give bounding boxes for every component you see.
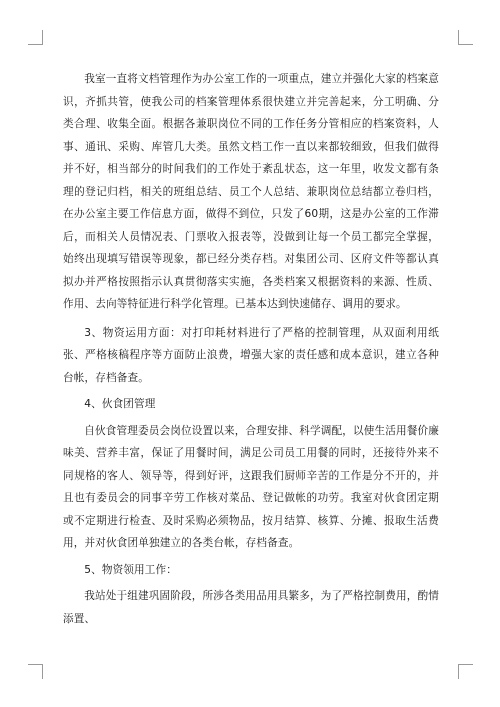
crop-mark-bottom-left [28, 664, 43, 679]
paragraph-canteen-details: 自伙食管理委员会岗位设置以来，合理安排、科学调配，以使生活用餐价廉味美、营养丰富，保证了用餐时间，满足公司员工用餐的同时，还接待外来不同规格的客人、领导等，得到好评，这跟我们厨师辛苦的工作是分不开的，并且也有委员会的同事辛劳工作核对菜品、登记做帐的功劳。我室对伙食团定期或不定期进行检查、及时采购必须物品，按月结算、核算、分摊、报取生活费用，并对伙食团单独建立的各类台帐，存档备查。 [63, 424, 439, 549]
paragraph-archive-management: 我室一直将文档管理作为办公室工作的一项重点，建立并强化大家的档案意识，齐抓共管，使我公司的档案管理体系很快建立并完善起来，分工明确、分类合理、收集全面。根据各兼职岗位不同的工作任务分管相应的档案资料，人事、通讯、采购、库管几大类。虽然文档工作一直以来都较细致，但我们做得并不好，相当部分的时间我们的工作处于紊乱状态，这一年里，收发文都有条理的登记归档，相关的班组总结、员工个人总结、兼职岗位总结都立卷归档，在办公室主要工作信息方面，做得不到位，只发了60期，这是办公室的工作滞后，而相关人员情况表、门票收入报表等，没做到让每一个员工都完全掌握，始终出现填写错误等现象，都已经分类存档。对集团公司、区府文件等都认真拟办并严格按照指示认真贯彻落实实施，各类档案又根据资料的来源、性质、作用、去向等特征进行科学化管理。已基本达到快速储存、调用的要求。 [63, 73, 439, 310]
crop-mark-top-left [28, 30, 43, 45]
paragraph-materials-usage: 3、物资运用方面：对打印耗材料进行了严格的控制管理，从双面利用纸张、严格核稿程序等方面防止浪费，增强大家的责任感和成本意识，建立各种台帐，存档备查。 [63, 326, 439, 384]
crop-mark-top-right [458, 30, 473, 45]
crop-mark-bottom-right [458, 664, 473, 679]
document-body [63, 68, 439, 630]
paragraph-materials-requisition: 我站处于组建巩固阶段，所涉各类用品用具繁多，为了严格控制费用，酌情添置、 [63, 590, 439, 625]
heading-canteen-management: 4、伙食团管理 [84, 398, 156, 410]
heading-materials-requisition: 5、物资领用工作： [84, 563, 178, 576]
